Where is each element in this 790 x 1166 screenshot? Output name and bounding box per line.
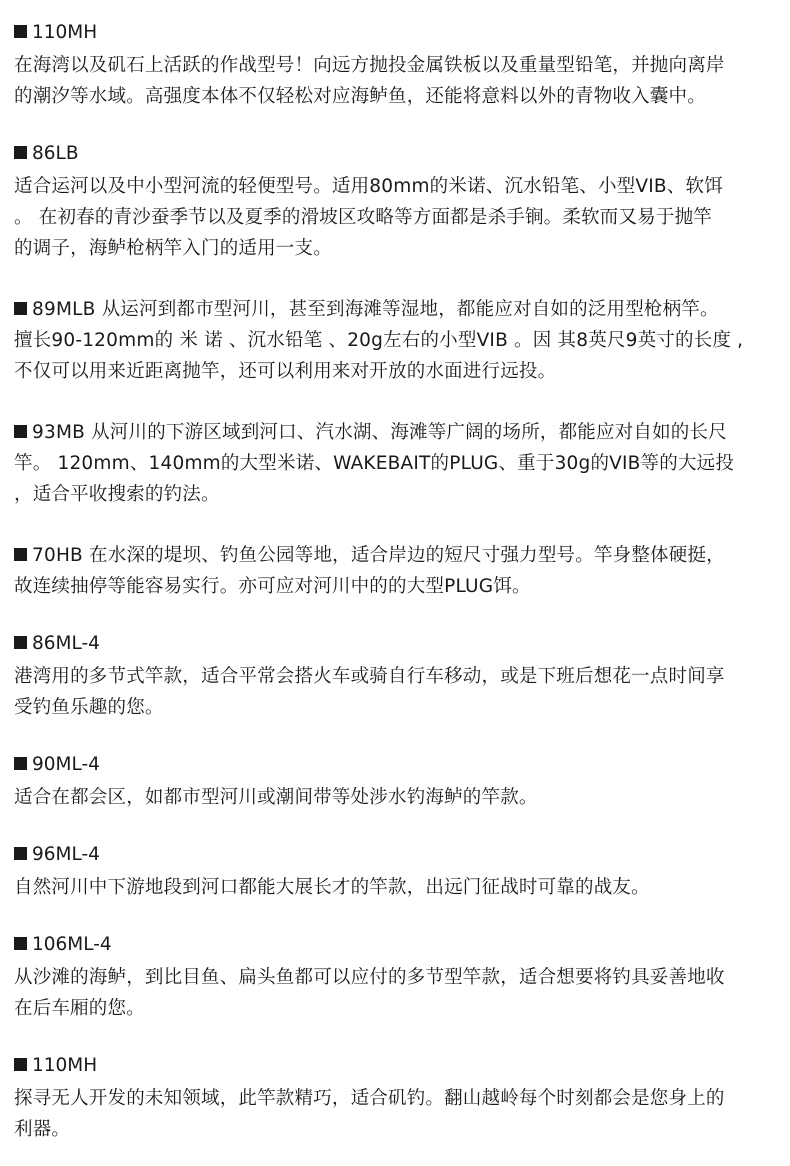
model-name: 96ML-4: [32, 844, 100, 865]
model-heading: [14, 843, 776, 867]
product-entry: [14, 1054, 776, 1145]
description-line: [14, 294, 776, 325]
square-bullet-icon: [14, 1058, 27, 1071]
product-entry: [14, 540, 776, 602]
description-line: 自然河川中下游地段到河口都能大展长才的竿款，出远门征战时可靠的战友。: [14, 877, 650, 898]
product-entry: [14, 21, 776, 112]
model-name: 70HB: [32, 545, 83, 566]
model-description: [14, 962, 776, 1024]
model-name: 89MLB: [32, 299, 96, 320]
description-line: 在海湾以及矶石上活跃的作战型号！向远方抛投金属铁板以及重量型铅笔，并抛向离岸: [14, 55, 725, 76]
model-heading: [14, 933, 776, 957]
model-heading: [14, 632, 776, 656]
product-entry: [14, 843, 776, 903]
square-bullet-icon: [14, 636, 27, 649]
model-name: 110MH: [32, 1055, 98, 1076]
model-description: [14, 872, 776, 903]
description-line: 擅长90-120mm的 米 诺 、沉水铅笔 、20g左右的小型VIB 。因 其8英尺9英寸的长度 ,: [14, 330, 744, 351]
model-heading: [14, 142, 776, 166]
product-entry: [14, 294, 776, 387]
description-line: 故连续抽停等能容易实行。亦可应对河川中的的大型PLUG饵。: [14, 576, 531, 597]
description-line: 。 在初春的青沙蚕季节以及夏季的滑坡区攻略等方面都是杀手锏。柔软而又易于抛竿: [14, 207, 712, 228]
description-line: 的调子，海鲈枪柄竿入门的适用一支。: [14, 238, 332, 259]
model-name: 86ML-4: [32, 633, 100, 654]
model-description: [14, 171, 776, 264]
product-entry: [14, 632, 776, 723]
model-description: [14, 417, 776, 510]
description-line: [14, 540, 776, 571]
square-bullet-icon: [14, 847, 27, 860]
model-heading: [14, 753, 776, 777]
description-line: 港湾用的多节式竿款，适合平常会搭火车或骑自行车移动，或是下班后想花一点时间享: [14, 666, 725, 687]
model-name: 106ML-4: [32, 934, 112, 955]
model-description: [14, 540, 776, 602]
model-name: 93MB: [32, 422, 85, 443]
description-line: 适合运河以及中小型河流的轻便型号。适用80mm的米诺、沉水铅笔、小型VIB、软饵: [14, 176, 723, 197]
product-entry: [14, 142, 776, 264]
product-entry: [14, 417, 776, 510]
description-line: 利器。: [14, 1119, 71, 1140]
description-text: 在水深的堤坝、钓鱼公园等地，适合岸边的短尺寸强力型号。竿身整体硬挺，: [89, 545, 725, 566]
description-text: 从运河到都市型河川，甚至到海滩等湿地，都能应对自如的泛用型枪柄竿。: [101, 299, 719, 320]
square-bullet-icon: [14, 937, 27, 950]
description-line: ，适合平收搜索的钓法。: [14, 484, 220, 505]
description-line: 的潮汐等水域。高强度本体不仅轻松对应海鲈鱼，还能将意料以外的青物收入囊中。: [14, 86, 706, 107]
model-description: [14, 661, 776, 723]
description-line: 从沙滩的海鲈，到比目鱼、扁头鱼都可以应付的多节型竿款，适合想要将钓具妥善地收: [14, 967, 725, 988]
square-bullet-icon: [14, 548, 27, 561]
description-text: 从河川的下游区域到河口、汽水湖、海滩等广阔的场所，都能应对自如的长尺: [91, 422, 727, 443]
model-name: 110MH: [32, 22, 98, 43]
square-bullet-icon: [14, 146, 27, 159]
model-heading: [14, 21, 776, 45]
product-entry: [14, 753, 776, 813]
description-line: 适合在都会区，如都市型河川或潮间带等处涉水钓海鲈的竿款。: [14, 787, 538, 808]
square-bullet-icon: [14, 25, 27, 38]
square-bullet-icon: [14, 425, 27, 438]
square-bullet-icon: [14, 757, 27, 770]
description-line: 不仅可以用来近距离抛竿，还可以利用来对开放的水面进行远投。: [14, 361, 557, 382]
description-line: [14, 417, 776, 448]
description-line: 在后车厢的您。: [14, 998, 145, 1019]
description-line: 探寻无人开发的未知领域，此竿款精巧，适合矶钓。翻山越岭每个时刻都会是您身上的: [14, 1088, 725, 1109]
model-description: [14, 294, 776, 387]
model-name: 90ML-4: [32, 754, 100, 775]
model-description: [14, 782, 776, 813]
model-description: [14, 50, 776, 112]
square-bullet-icon: [14, 302, 27, 315]
description-line: 受钓鱼乐趣的您。: [14, 697, 164, 718]
model-name: 86LB: [32, 143, 79, 164]
model-description: [14, 1083, 776, 1145]
model-heading: [14, 1054, 776, 1078]
product-entry: [14, 933, 776, 1024]
description-line: 竿。 120mm、140mm的大型米诺、WAKEBAIT的PLUG、重于30g的VIB等的大远投: [14, 453, 735, 474]
